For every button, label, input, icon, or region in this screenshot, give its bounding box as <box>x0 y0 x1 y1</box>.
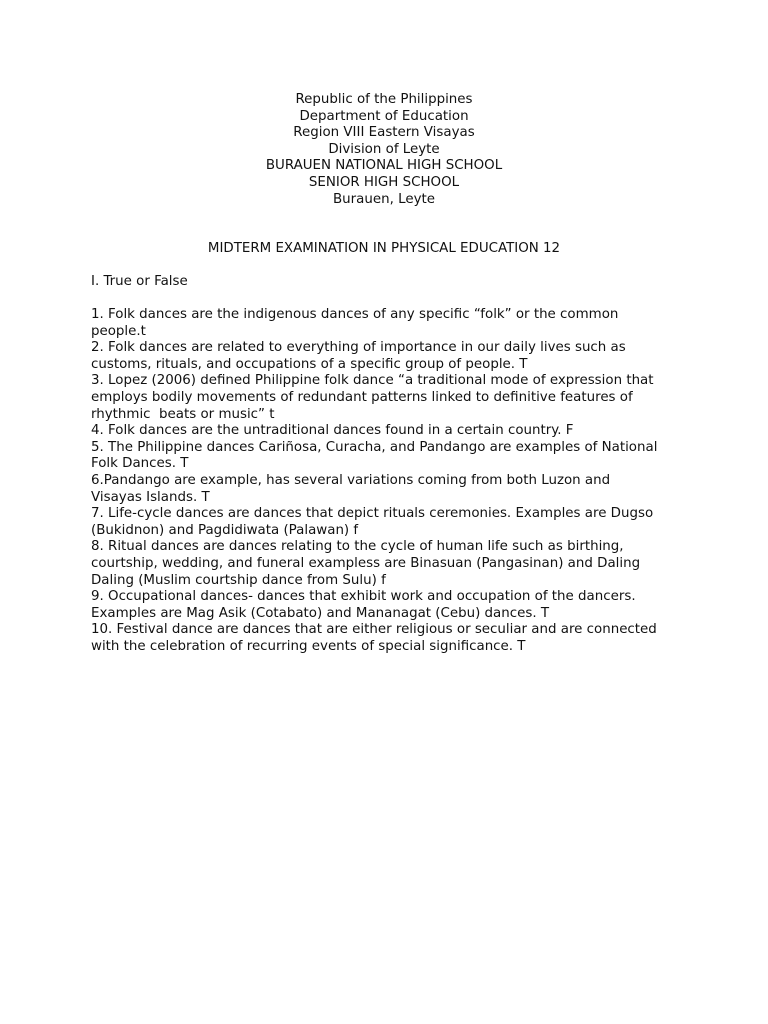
question-line: Visayas Islands. T <box>91 489 210 505</box>
question-item-9 <box>91 589 691 622</box>
question-line: Folk Dances. T <box>91 456 189 472</box>
question-line: 3. Lopez (2006) defined Philippine folk dance “a traditional mode of expression that <box>91 373 654 389</box>
header-line-location: Burauen, Leyte <box>333 191 435 207</box>
question-item-8 <box>91 539 691 589</box>
question-item-2 <box>91 340 691 373</box>
question-list <box>91 307 691 655</box>
question-line: customs, rituals, and occupations of a specific group of people. T <box>91 356 528 372</box>
question-line: with the celebration of recurring events of special significance. T <box>91 638 526 654</box>
exam-title: MIDTERM EXAMINATION IN PHYSICAL EDUCATION 12 <box>207 241 561 256</box>
header-line-senior-high: SENIOR HIGH SCHOOL <box>308 174 460 190</box>
header-line-division: Division of Leyte <box>328 141 440 157</box>
question-line: 5. The Philippine dances Cariñosa, Curacha, and Pandango are examples of National <box>91 439 658 455</box>
question-item-4 <box>91 423 691 440</box>
question-item-10 <box>91 622 691 655</box>
header-line-school-name: BURAUEN NATIONAL HIGH SCHOOL <box>265 158 503 174</box>
question-item-6 <box>91 473 691 506</box>
question-line: 6.Pandango are example, has several variations coming from both Luzon and <box>91 472 611 488</box>
question-line: 10. Festival dance are dances that are either religious or seculiar and are connected <box>91 622 657 638</box>
school-header <box>0 92 768 208</box>
question-item-7 <box>91 506 691 539</box>
question-line: (Bukidnon) and Pagdidiwata (Palawan) f <box>91 522 359 538</box>
question-line: 2. Folk dances are related to everything of importance in our daily lives such as <box>91 340 626 356</box>
header-line-republic: Republic of the Philippines <box>295 92 473 107</box>
question-line: people.t <box>91 323 146 339</box>
question-line: courtship, wedding, and funeral exampless are Binasuan (Pangasinan) and Daling <box>91 555 641 571</box>
question-line: employs bodily movements of redundant patterns linked to definitive features of <box>91 389 633 405</box>
section-title: I. True or False <box>91 274 188 289</box>
question-line: Daling (Muslim courtship dance from Sulu) f <box>91 572 386 588</box>
question-item-5 <box>91 440 691 473</box>
question-line: 1. Folk dances are the indigenous dances of any specific “folk” or the common <box>91 307 619 322</box>
question-item-3 <box>91 373 691 423</box>
question-item-1 <box>91 307 691 340</box>
header-line-region: Region VIII Eastern Visayas <box>293 125 475 141</box>
question-line: 4. Folk dances are the untraditional dances found in a certain country. F <box>91 423 574 439</box>
question-line: 9. Occupational dances- dances that exhibit work and occupation of the dancers. <box>91 589 636 605</box>
question-line: Examples are Mag Asik (Cotabato) and Mananagat (Cebu) dances. T <box>91 605 550 621</box>
question-line: rhythmic beats or music” t <box>91 406 275 422</box>
header-line-department: Department of Education <box>299 108 469 124</box>
question-line: 7. Life-cycle dances are dances that depict rituals ceremonies. Examples are Dugso <box>91 506 654 522</box>
question-line: 8. Ritual dances are dances relating to the cycle of human life such as birthing, <box>91 539 624 555</box>
